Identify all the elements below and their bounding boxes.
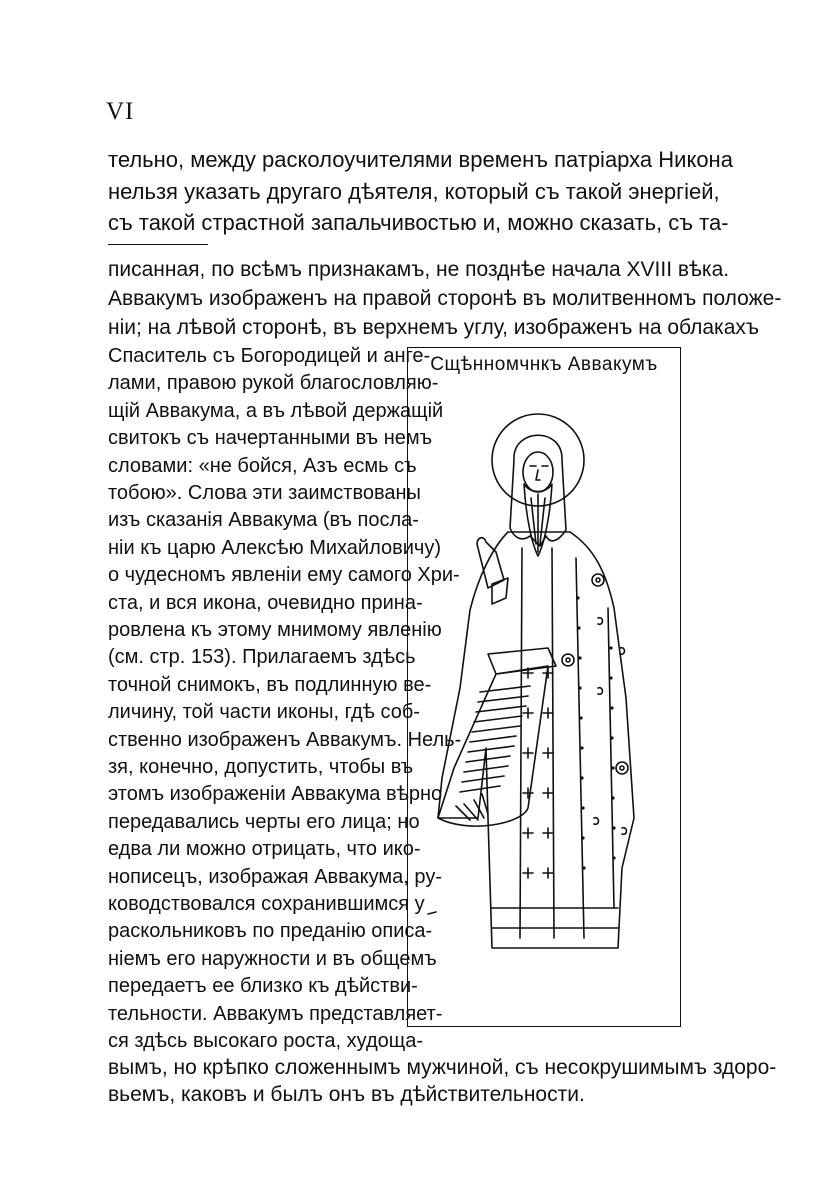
footnote-line: передавались черты его лица; но bbox=[108, 810, 420, 833]
footnote-line: словами: «не бойся, Азъ есмь съ bbox=[108, 454, 417, 477]
footnote-line: этомъ изображеніи Аввакума вѣрно bbox=[108, 783, 443, 806]
footnote-line: тобою». Слова эти заимствованы bbox=[108, 482, 421, 504]
robe-outline bbox=[438, 532, 634, 948]
footnote-line: едва ли можно отрицать, что ико- bbox=[108, 838, 421, 861]
saint-illustration bbox=[408, 348, 682, 1028]
footnote-line: ководствовался сохранившимся у bbox=[108, 893, 425, 915]
footnote-line: раскольниковъ по преданію описа- bbox=[108, 920, 433, 943]
footnote-line: ста, и вся икона, очевидно прина- bbox=[108, 591, 423, 614]
footnote-line: ніемъ его наружности и въ общемъ bbox=[108, 947, 437, 970]
footnote-line: зя, конечно, допустить, чтобы въ bbox=[108, 756, 414, 778]
footnote-line: тельности. Аввакумъ представляет- bbox=[108, 1002, 443, 1025]
footnote-line: (см. стр. 153). Прилагаемъ здѣсь bbox=[108, 646, 416, 669]
footnote-line: свитокъ съ начертанными въ немъ bbox=[108, 427, 433, 450]
footnote-line: передаетъ ее близко къ дѣйстви- bbox=[108, 975, 418, 998]
footnote-line: ровлена къ этому мнимому явленію bbox=[108, 619, 442, 641]
footnote-line: ся здѣсь высокаго роста, худоща- bbox=[108, 1030, 423, 1052]
body-line: съ такой страстной запальчивостью и, можно сказать, съ та- bbox=[108, 210, 729, 235]
footnote-rule bbox=[108, 244, 208, 245]
footnote-line: ніи къ царю Алексѣю Михайловичу) bbox=[108, 536, 441, 559]
figure-caption: Сщѣнномчнкъ Аввакумъ bbox=[430, 354, 658, 375]
footnote-line: вьемъ, каковъ и былъ онъ въ дѣйствительности. bbox=[108, 1083, 585, 1106]
page-number: VI bbox=[106, 98, 135, 125]
footnote-line: писанная, по всѣмъ признакамъ, не позднѣе начала XVIII вѣка. bbox=[108, 258, 730, 281]
footnote-line: точной снимокъ, въ подлинную ве- bbox=[108, 673, 432, 696]
footnote-line: нописецъ, изображая Аввакума, ру- bbox=[108, 865, 442, 888]
footnote-line: личину, той части иконы, гдѣ соб- bbox=[108, 701, 420, 724]
footnote-line: ственно изображенъ Аввакумъ. Нель- bbox=[108, 728, 462, 751]
footnote-line: лами, правою рукой благословляю- bbox=[108, 372, 439, 395]
footnote-line: ніи; на лѣвой сторонѣ, въ верхнемъ углу, изображенъ на облакахъ bbox=[108, 316, 759, 339]
footnote-line: вымъ, но крѣпко сложеннымъ мужчиной, съ несокрушимымъ здоро- bbox=[108, 1056, 777, 1079]
footnote-line: Спаситель съ Богородицей и анге- bbox=[108, 345, 431, 367]
footnote-line: Аввакумъ изображенъ на правой сторонѣ въ молитвенномъ положе- bbox=[108, 287, 782, 310]
footnote-line: щій Аввакума, а въ лѣвой держащій bbox=[108, 399, 444, 422]
body-line: нельзя указать другаго дѣятеля, который съ такой энергіей, bbox=[108, 179, 720, 204]
body-line: тельно, между расколоучителями временъ патріарха Никона bbox=[108, 147, 733, 172]
icon-figure bbox=[407, 347, 681, 1027]
footnote-line: о чудесномъ явленіи ему самого Хри- bbox=[108, 564, 460, 587]
footnote-line: изъ сказанія Аввакума (въ посла- bbox=[108, 509, 419, 532]
